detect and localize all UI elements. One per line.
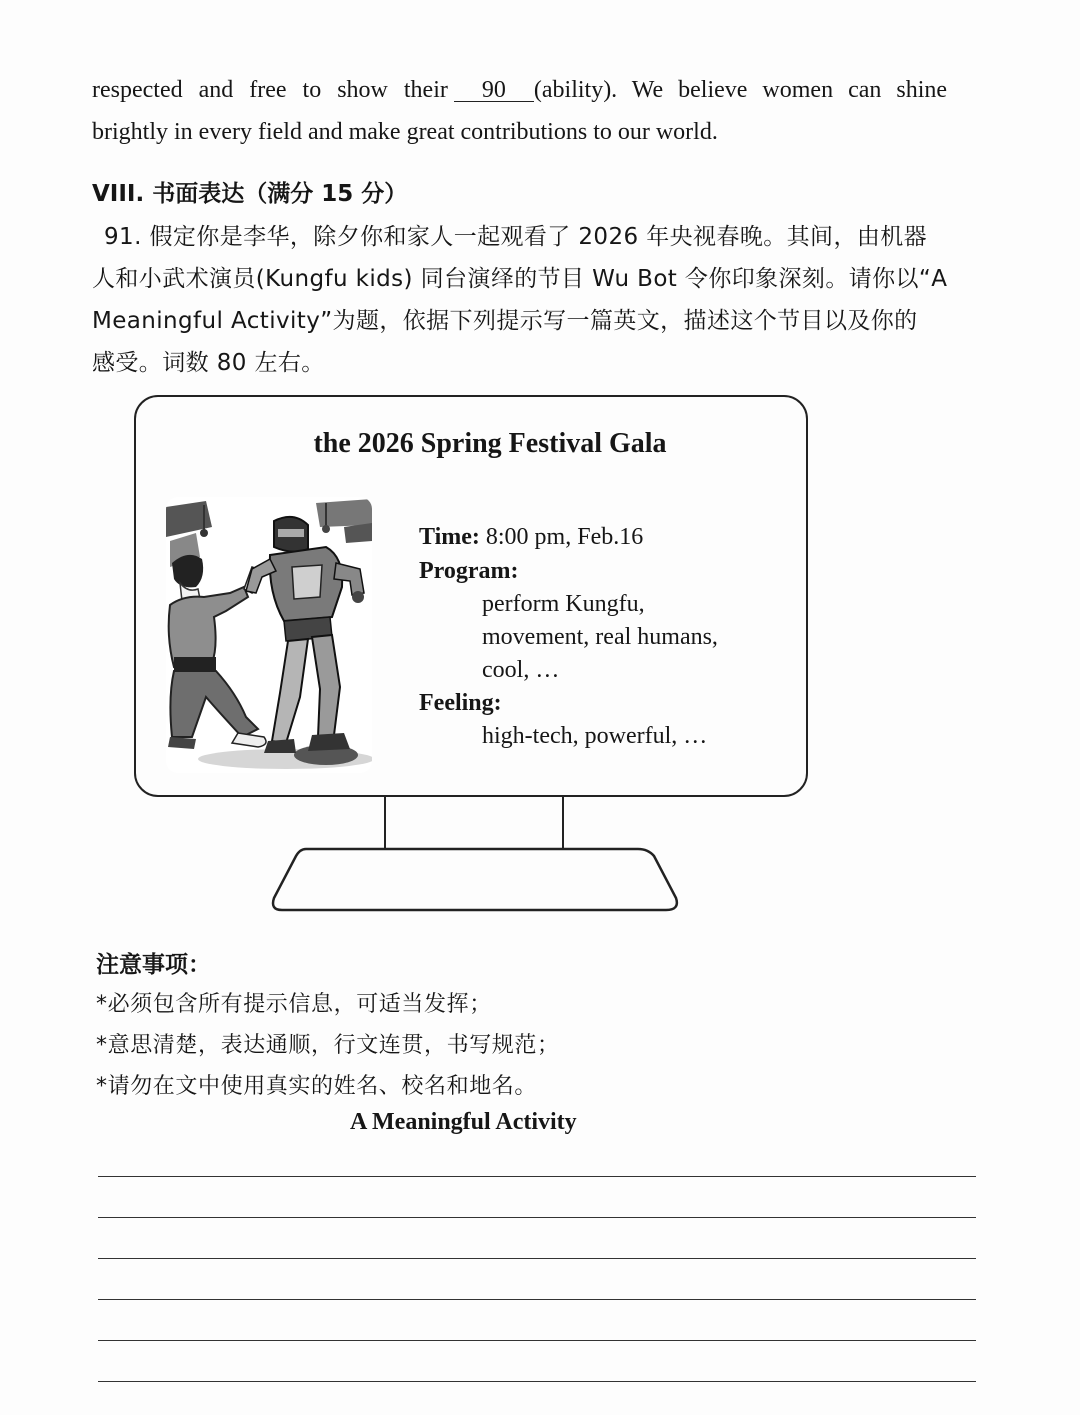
writing-line[interactable] — [98, 1176, 976, 1177]
question-line-1: 91. 假定你是李华，除夕你和家人一起观看了 2026 年央视春晚。其间，由机器 — [104, 224, 928, 250]
question-line-2: 人和小武术演员(Kungfu kids) 同台演绎的节目 Wu Bot 令你印象深刻。请你以“A — [92, 266, 948, 292]
gala-title: the 2026 Spring Festival Gala — [313, 428, 667, 459]
writing-line[interactable] — [98, 1340, 976, 1341]
passage-line-1-suffix: (ability). We believe women can shine — [533, 77, 948, 103]
note-item: *请勿在文中使用真实的姓名、校名和地名。 — [96, 1074, 538, 1099]
writing-line[interactable] — [98, 1217, 976, 1218]
writing-line[interactable] — [98, 1381, 976, 1382]
time-row — [419, 524, 643, 551]
tv-neck — [384, 796, 564, 850]
passage-line-1-prefix: respected and free to show their — [92, 77, 448, 103]
section-heading: VIII. 书面表达（满分 15 分） — [92, 181, 408, 207]
time-value: 8:00 pm, Feb.16 — [485, 524, 644, 550]
writing-line[interactable] — [98, 1258, 976, 1259]
notes-heading: 注意事项： — [96, 952, 211, 978]
passage-line-1 — [92, 77, 947, 104]
passage-line-2: brightly in every field and make great contributions to our world. — [92, 119, 718, 145]
answer-blank-90: 90 — [454, 79, 534, 102]
note-item: *必须包含所有提示信息，可适当发挥； — [96, 992, 492, 1017]
feeling-label: Feeling: — [419, 690, 502, 716]
feeling-item: high-tech, powerful, … — [482, 723, 708, 749]
kungfu-robot-illustration — [166, 497, 372, 773]
program-item: movement, real humans, — [482, 624, 718, 650]
question-line-4: 感受。词数 80 左右。 — [92, 350, 325, 376]
program-item: cool, … — [482, 657, 560, 683]
tv-stand-base — [266, 846, 684, 914]
time-label: Time: — [419, 524, 480, 550]
essay-title: A Meaningful Activity — [350, 1109, 577, 1135]
note-item: *意思清楚，表达通顺，行文连贯，书写规范； — [96, 1033, 560, 1058]
program-item: perform Kungfu, — [482, 591, 645, 617]
writing-line[interactable] — [98, 1299, 976, 1300]
program-label: Program: — [419, 558, 519, 584]
question-line-3: Meaningful Activity”为题，依据下列提示写一篇英文，描述这个节目以及你的 — [92, 308, 918, 334]
